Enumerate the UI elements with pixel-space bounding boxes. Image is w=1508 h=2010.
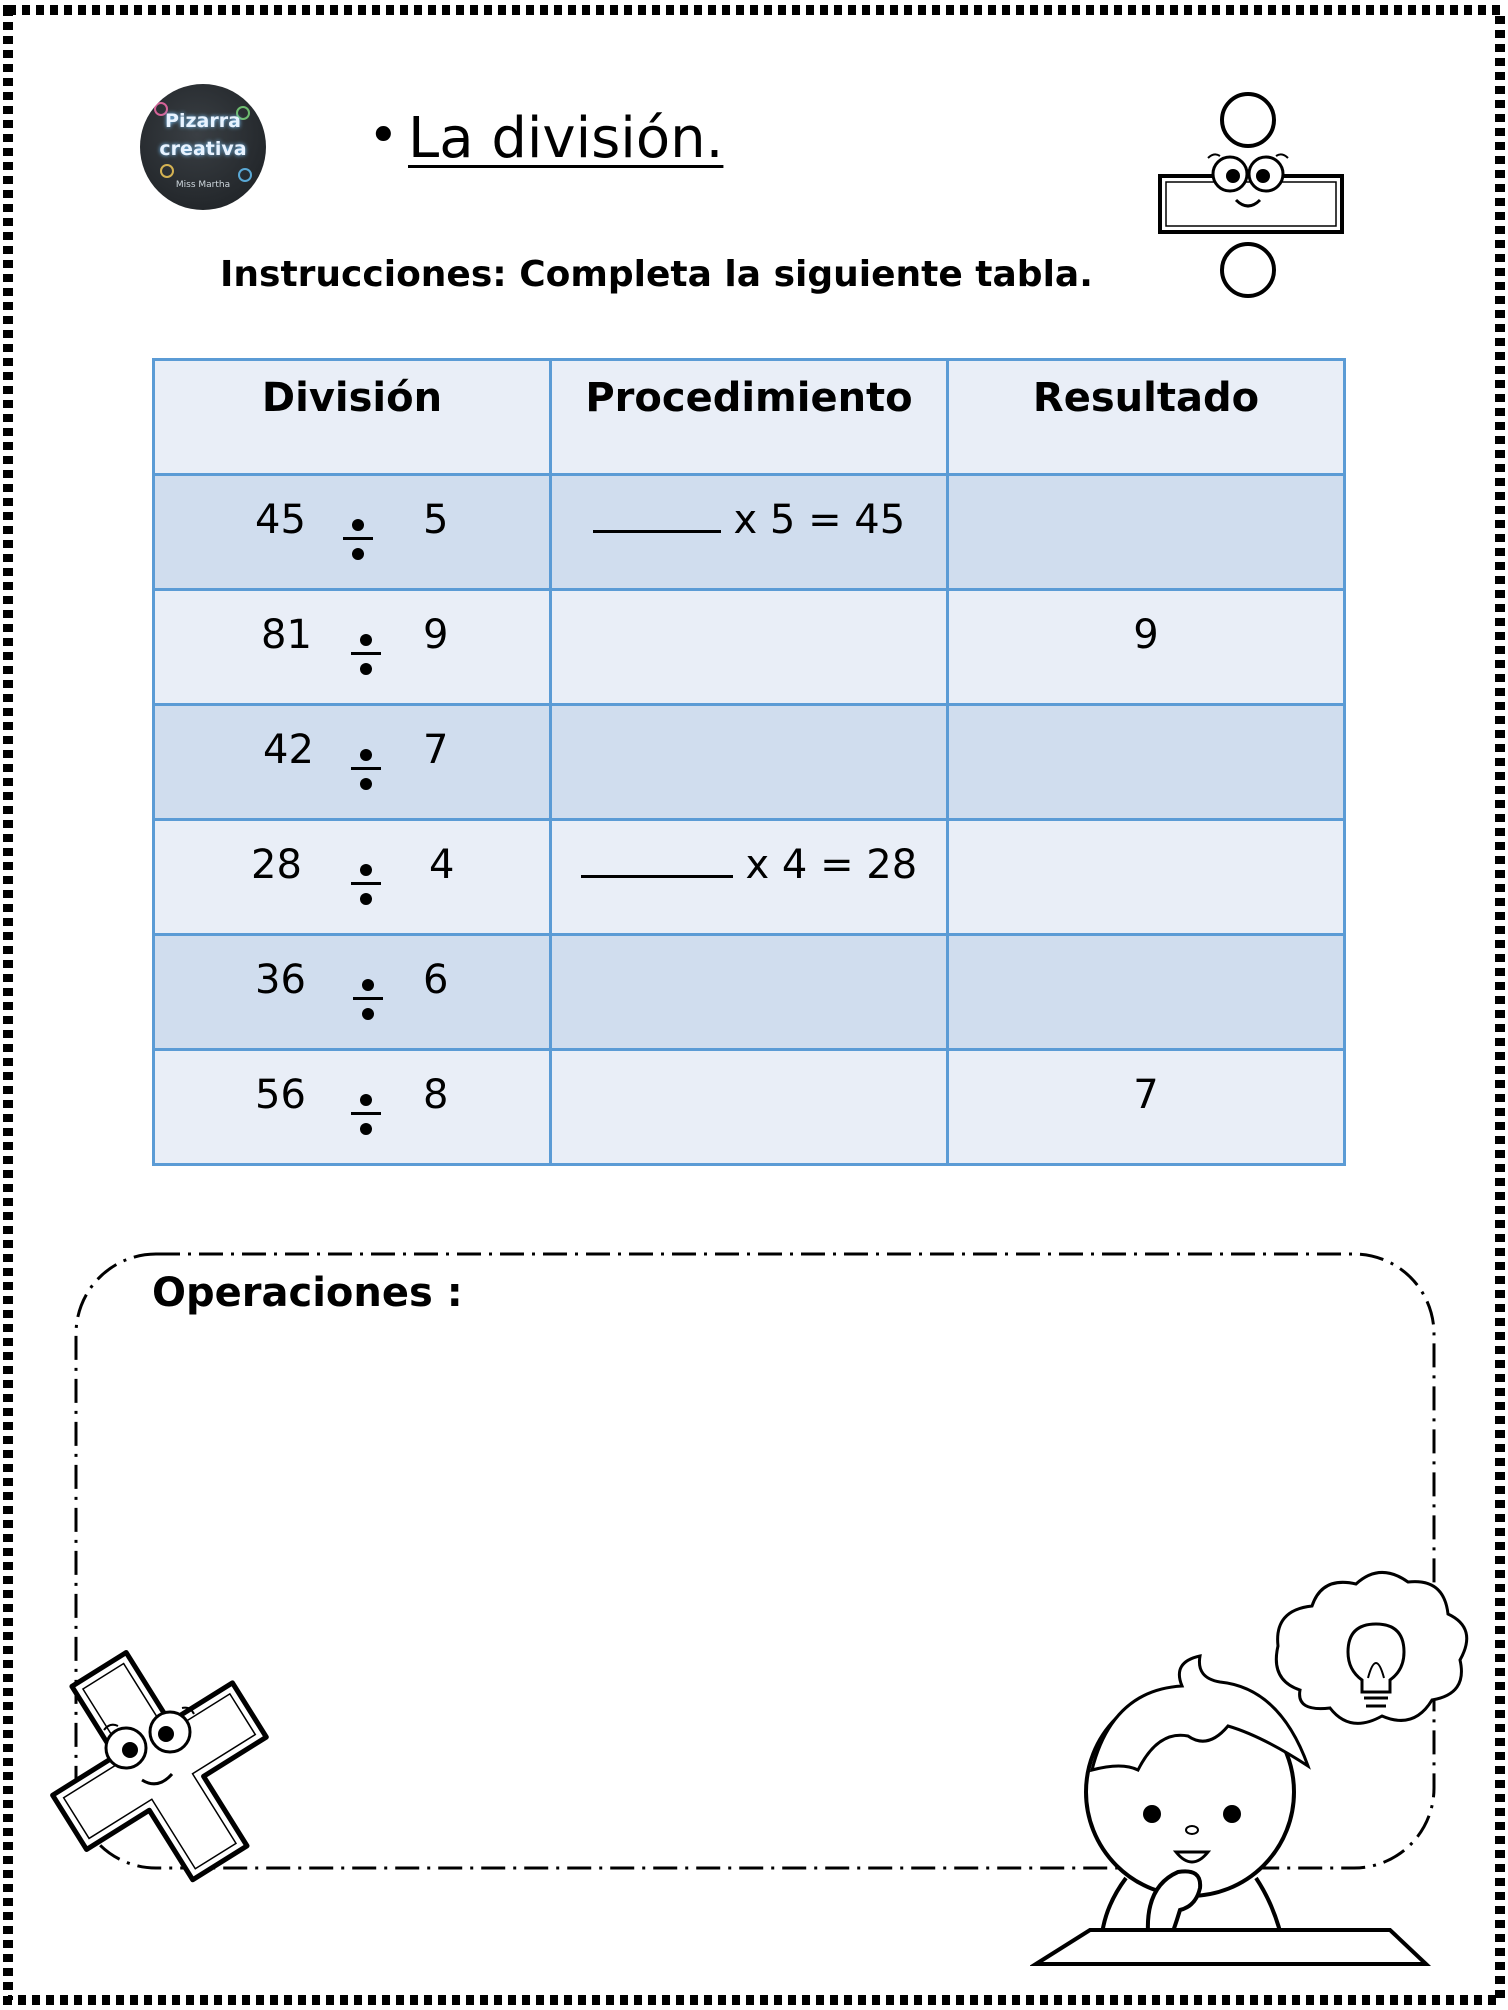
divisor: 8: [423, 1072, 449, 1118]
divisor: 9: [423, 612, 449, 658]
division-cell: [155, 591, 549, 703]
divisor: 7: [423, 727, 449, 773]
division-table: [152, 358, 1346, 1166]
header-division: División: [154, 360, 551, 475]
table-row: [154, 1050, 1345, 1165]
table-row: [154, 820, 1345, 935]
result-cell[interactable]: [949, 1051, 1343, 1163]
dividend: 42: [263, 727, 314, 773]
table-row: [154, 935, 1345, 1050]
header-result: Resultado: [948, 360, 1345, 475]
multiplication-sign-character: [44, 1632, 276, 1902]
dividend: 45: [255, 497, 306, 543]
division-cell: [155, 1051, 549, 1163]
instructions-text: Instrucciones: Completa la siguiente tabla.: [220, 254, 1093, 295]
divisor: 5: [423, 497, 449, 543]
procedure-text: x 4 = 28: [745, 842, 918, 888]
logo-text-line2: creativa: [159, 138, 247, 160]
division-sign-character: [1150, 88, 1350, 302]
table-header-row: [154, 360, 1345, 475]
division-cell: [155, 821, 549, 933]
thinking-child-illustration: [1030, 1560, 1470, 1980]
logo-text-line1: Pizarra: [165, 110, 241, 132]
dividend: 56: [255, 1072, 306, 1118]
result-cell[interactable]: [949, 706, 1343, 818]
procedure-cell[interactable]: [552, 476, 946, 588]
division-sign-icon: [343, 518, 373, 562]
division-cell: [155, 476, 549, 588]
result-cell[interactable]: [949, 936, 1343, 1048]
procedure-text: x 5 = 45: [733, 497, 906, 543]
procedure-cell[interactable]: [552, 1051, 946, 1163]
divisor: 6: [423, 957, 449, 1003]
procedure-cell[interactable]: [552, 936, 946, 1048]
division-cell: [155, 706, 549, 818]
operations-label: Operaciones :: [152, 1270, 463, 1316]
division-sign-icon: [351, 863, 381, 907]
division-sign-icon: [351, 748, 381, 792]
procedure-cell[interactable]: [552, 821, 946, 933]
logo-text-line3: Miss Martha: [175, 180, 231, 190]
dividend: 28: [251, 842, 302, 888]
table-row: [154, 705, 1345, 820]
dividend: 36: [255, 957, 306, 1003]
answer-blank[interactable]: [581, 841, 733, 878]
result-value: 9: [1133, 612, 1159, 658]
table-row: [154, 590, 1345, 705]
procedure-cell[interactable]: [552, 706, 946, 818]
division-sign-icon: [351, 1093, 381, 1137]
result-value: 7: [1133, 1072, 1159, 1118]
answer-blank[interactable]: [593, 496, 721, 533]
result-cell[interactable]: [949, 591, 1343, 703]
dividend: 81: [261, 612, 312, 658]
division-sign-icon: [351, 633, 381, 677]
page-title: La división.: [408, 106, 724, 171]
result-cell[interactable]: [949, 821, 1343, 933]
procedure-cell[interactable]: [552, 591, 946, 703]
title-bullet: •: [368, 106, 399, 166]
divisor: 4: [429, 842, 455, 888]
division-sign-icon: [353, 978, 383, 1022]
result-cell[interactable]: [949, 476, 1343, 588]
table-row: [154, 475, 1345, 590]
division-cell: [155, 936, 549, 1048]
pizarra-creativa-logo: [140, 84, 266, 210]
header-procedure: Procedimiento: [551, 360, 948, 475]
